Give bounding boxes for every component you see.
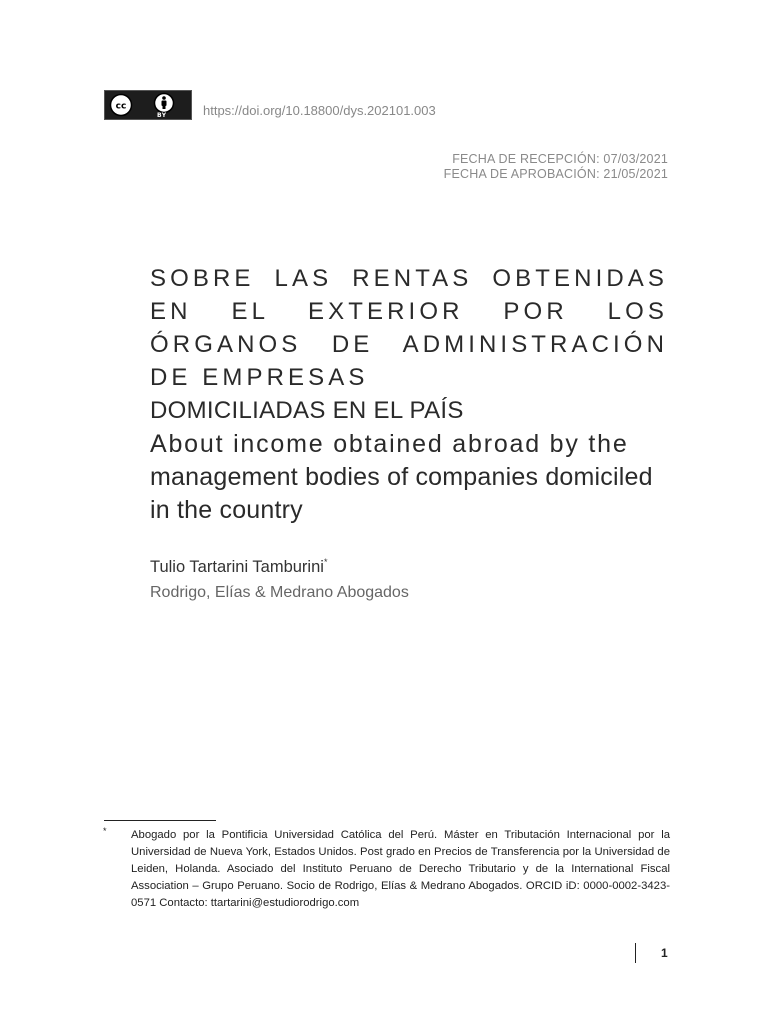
license-badge-label: BY (157, 112, 167, 119)
submission-dates (444, 152, 668, 182)
author-affiliation: Rodrigo, Elías & Medrano Abogados (150, 584, 409, 601)
doi-link[interactable]: https://doi.org/10.18800/dys.202101.003 (203, 103, 436, 118)
page-number-divider (635, 943, 636, 963)
title-spanish-line1: SOBRE LAS RENTAS OBTENIDAS EN EL EXTERIOR POR LOS ÓRGANOS DE ADMINISTRACIÓN DE EMPRESAS (150, 265, 668, 391)
approved-date: FECHA DE APROBACIÓN: 21/05/2021 (443, 167, 668, 181)
title-spanish (150, 262, 668, 427)
title-english-line2: management bodies of companies domiciled in the country (150, 463, 653, 524)
author-name-text: Tulio Tartarini Tamburini (150, 558, 324, 576)
title-spanish-line2: DOMICILIADAS EN EL PAÍS (150, 397, 464, 424)
footnote-text: Abogado por la Pontificia Universidad Católica del Perú. Máster en Tributación Internacional por la Universidad de Nueva York, Estados Unidos. Post grado en Precios de Transferencia por la Universidad de Leiden, Holanda. Asociado del Instituto Peruano de Derecho Tributario y de la International Fiscal Association – Grupo Peruano. Socio de Rodrigo, Elías & Medrano Abogados. ORCID iD: 0000-0002-3423-0571 Contacto: ttartarini@estudiorodrigo.com (131, 829, 670, 909)
page-number: 1 (661, 946, 668, 960)
author-footnote-mark[interactable]: * (323, 557, 328, 567)
cc-license-badge[interactable] (104, 90, 192, 120)
svg-text:cc: cc (115, 101, 127, 112)
footnote-mark: * (103, 826, 107, 836)
creative-commons-icon (109, 93, 133, 117)
footnote-divider (104, 820, 216, 821)
author-name (150, 557, 327, 577)
received-date: FECHA DE RECEPCIÓN: 07/03/2021 (452, 152, 668, 166)
title-english (150, 428, 668, 527)
attribution-icon (153, 92, 175, 114)
title-english-line1: About income obtained abroad by the (150, 430, 629, 458)
